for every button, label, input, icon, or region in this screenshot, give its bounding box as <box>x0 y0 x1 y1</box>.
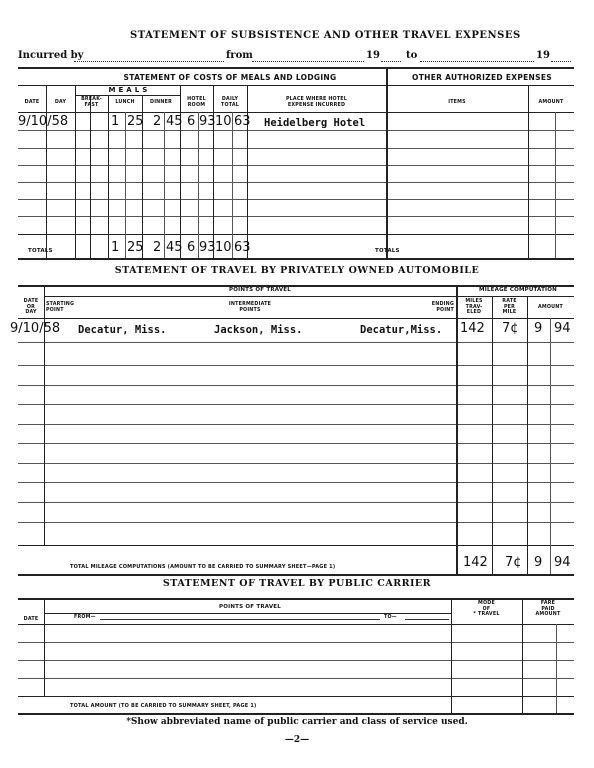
carrier-points-of-travel: POINTS OF TRAVEL <box>219 604 281 610</box>
page-number: —2— <box>284 735 310 745</box>
incurred-by-label: Incurred by <box>18 50 84 61</box>
hotel-dollars: 6 <box>187 114 196 129</box>
auto-col-ending: ENDING POINT <box>431 302 454 313</box>
auto-col-rate: RATE PER MILE <box>502 299 517 315</box>
carrier-from-label: FROM— <box>74 615 96 620</box>
auto-col-amount: AMOUNT <box>538 305 563 310</box>
year-label-2: 19 <box>536 50 550 61</box>
year-field-2[interactable] <box>551 61 571 62</box>
auto-rate: 7¢ <box>502 321 519 336</box>
carrier-section-title: STATEMENT OF TRAVEL BY PUBLIC CARRIER <box>162 578 432 589</box>
meals-section-title: STATEMENT OF COSTS OF MEALS AND LODGING <box>123 73 337 82</box>
auto-amount-cents: 94 <box>554 321 571 336</box>
from-label: from <box>226 50 253 61</box>
lunch-dollars: 1 <box>111 114 120 129</box>
to-field[interactable] <box>420 61 534 62</box>
total-daily-cents: 63 <box>234 240 251 255</box>
col-date: DATE <box>24 100 40 105</box>
incurred-by-field[interactable] <box>74 61 224 62</box>
auto-total-label: TOTAL MILEAGE COMPUTATIONS (AMOUNT TO BE CARRIED TO SUMMARY SHEET—PAGE 1) <box>70 564 336 570</box>
auto-total-cents: 94 <box>554 555 571 570</box>
daily-dollars: 10 <box>215 114 232 129</box>
col-place: PLACE WHERE HOTEL EXPENSE INCURRED <box>285 97 348 108</box>
total-hotel-cents: 93 <box>199 240 216 255</box>
footnote: *Show abbreviated name of public carrier and class of service used. <box>126 717 468 727</box>
auto-total-rate: 7¢ <box>505 555 522 570</box>
meals-totals-label: TOTALS <box>28 248 53 254</box>
auto-total-dollars: 9 <box>534 555 543 570</box>
hotel-cents: 93 <box>199 114 216 129</box>
mileage-computation-label: MILEAGE COMPUTATION <box>479 287 557 293</box>
total-lunch-cents: 25 <box>127 240 144 255</box>
auto-col-starting: STARTING POINT <box>46 302 75 313</box>
lunch-cents: 25 <box>127 114 144 129</box>
auto-points-of-travel: POINTS OF TRAVEL <box>229 287 291 293</box>
auto-intermediate: Jackson, Miss. <box>214 324 303 336</box>
other-totals-label: TOTALS <box>375 248 400 254</box>
to-label: to <box>406 50 418 61</box>
form-title: STATEMENT OF SUBSISTENCE AND OTHER TRAVEL EXPENSES <box>130 30 521 41</box>
col-amount: AMOUNT <box>538 100 564 105</box>
auto-col-date: DATE OR DAY <box>23 299 39 315</box>
carrier-from-field[interactable] <box>100 619 380 620</box>
col-items: ITEMS <box>448 100 466 105</box>
col-dinner: DINNER <box>150 100 172 105</box>
hotel-place: Heidelberg Hotel <box>264 117 366 129</box>
auto-end: Decatur,Miss. <box>360 324 443 336</box>
col-hotel-room: HOTEL ROOM <box>187 97 206 108</box>
auto-section-title: STATEMENT OF TRAVEL BY PRIVATELY OWNED AUTOMOBILE <box>114 265 480 276</box>
meals-group-label: M E A L S <box>108 86 148 94</box>
carrier-col-mode: MODE OF * TRAVEL <box>473 601 500 617</box>
total-hotel-dollars: 6 <box>187 240 196 255</box>
col-daily-total: DAILY TOTAL <box>220 97 240 108</box>
col-lunch: LUNCH <box>115 100 135 105</box>
auto-total-miles: 142 <box>463 555 488 570</box>
carrier-col-fare: FARE PAID AMOUNT <box>535 601 561 617</box>
carrier-total-label: TOTAL AMOUNT (TO BE CARRIED TO SUMMARY SHEET, PAGE 1) <box>70 703 257 709</box>
dinner-dollars: 2 <box>153 114 162 129</box>
year-field-1[interactable] <box>381 61 401 62</box>
meal-date: 9/10/58 <box>18 114 69 129</box>
other-expenses-title: OTHER AUTHORIZED EXPENSES <box>412 73 552 82</box>
col-day: DAY <box>54 100 67 105</box>
auto-date: 9/10/58 <box>10 321 61 336</box>
total-dinner-dollars: 2 <box>153 240 162 255</box>
total-lunch-dollars: 1 <box>111 240 120 255</box>
carrier-to-label: TO— <box>384 615 397 620</box>
carrier-to-field[interactable] <box>405 619 449 620</box>
auto-amount-dollars: 9 <box>534 321 543 336</box>
auto-col-miles: MILES TRAV- ELED <box>465 299 483 315</box>
auto-col-intermediate: INTERMEDIATE POINTS <box>228 302 272 313</box>
auto-start: Decatur, Miss. <box>78 324 167 336</box>
year-label-1: 19 <box>366 50 380 61</box>
dinner-cents: 45 <box>166 114 183 129</box>
total-daily-dollars: 10 <box>215 240 232 255</box>
carrier-col-date: DATE <box>23 617 39 622</box>
total-dinner-cents: 45 <box>166 240 183 255</box>
col-breakfast: BREAK- FAST <box>81 97 102 108</box>
auto-miles: 142 <box>460 321 485 336</box>
daily-cents: 63 <box>234 114 251 129</box>
from-field[interactable] <box>252 61 364 62</box>
